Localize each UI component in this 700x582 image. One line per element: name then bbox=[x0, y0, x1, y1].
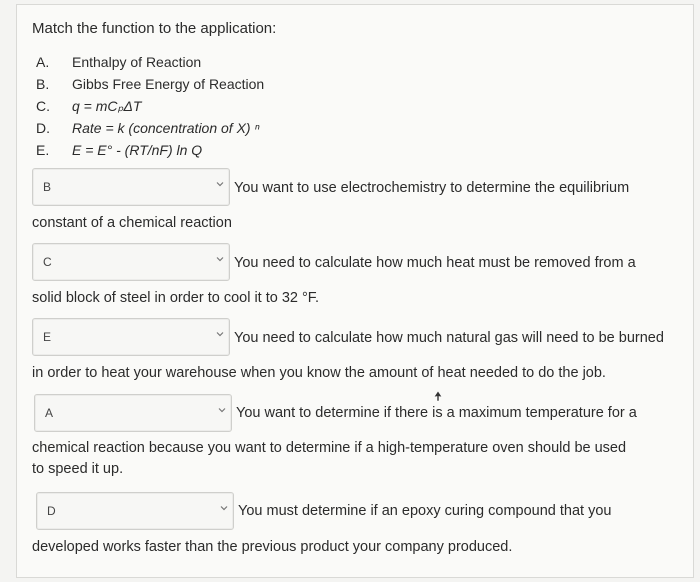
question-text-line1: You need to calculate how much natural gas will need to be burned bbox=[234, 330, 664, 346]
question-text-line2: chemical reaction because you want to determine if a high-temperature oven should be used to speed it up. bbox=[32, 440, 627, 477]
option-letter: B. bbox=[36, 76, 50, 92]
answer-select-3[interactable] bbox=[32, 318, 230, 356]
question-text-line2: solid block of steel in order to cool it to 32 °F. bbox=[32, 290, 320, 306]
answer-select-1[interactable] bbox=[32, 168, 230, 206]
selected-value: E bbox=[43, 330, 52, 344]
option-text: E = E° - (RT/nF) ln Q bbox=[72, 142, 203, 158]
question-text-line2: developed works faster than the previous product your company produced. bbox=[32, 539, 513, 555]
option-letter: D. bbox=[36, 120, 50, 136]
option-letter: C. bbox=[36, 98, 50, 114]
question-text-line2: constant of a chemical reaction bbox=[32, 215, 232, 231]
option-b bbox=[36, 76, 264, 92]
question-text-line1: You need to calculate how much heat must be removed from a bbox=[234, 255, 636, 271]
chevron-down-icon bbox=[215, 329, 225, 339]
selected-value: B bbox=[43, 180, 52, 194]
selected-value: C bbox=[43, 255, 52, 269]
question-text-line1: You must determine if an epoxy curing compound that you bbox=[238, 503, 612, 519]
chevron-down-icon bbox=[215, 179, 225, 189]
option-text: Gibbs Free Energy of Reaction bbox=[72, 76, 265, 92]
option-e bbox=[36, 142, 202, 158]
option-d bbox=[36, 120, 260, 136]
option-letter: E. bbox=[36, 142, 50, 158]
mouse-cursor-icon bbox=[432, 390, 444, 402]
chevron-down-icon bbox=[217, 405, 227, 415]
selected-value: A bbox=[45, 406, 54, 420]
option-text: Rate = k (concentration of X) ⁿ bbox=[72, 120, 260, 136]
option-letter: A. bbox=[36, 54, 50, 70]
option-text: Enthalpy of Reaction bbox=[72, 54, 202, 70]
question-text-line2: in order to heat your warehouse when you know the amount of heat needed to do the job. bbox=[32, 365, 606, 381]
chevron-down-icon bbox=[219, 503, 229, 513]
answer-select-5[interactable] bbox=[36, 492, 234, 530]
question-prompt: Match the function to the application: bbox=[32, 20, 277, 37]
chevron-down-icon bbox=[215, 254, 225, 264]
option-text: q = mCₚΔT bbox=[72, 98, 142, 114]
selected-value: D bbox=[47, 504, 56, 518]
option-c bbox=[36, 98, 141, 115]
answer-select-2[interactable] bbox=[32, 243, 230, 281]
option-a bbox=[36, 54, 201, 70]
question-text-line1: You want to determine if there is a maximum temperature for a bbox=[236, 405, 637, 421]
answer-select-4[interactable] bbox=[34, 394, 232, 432]
question-text-line1: You want to use electrochemistry to determine the equilibrium bbox=[234, 180, 630, 196]
